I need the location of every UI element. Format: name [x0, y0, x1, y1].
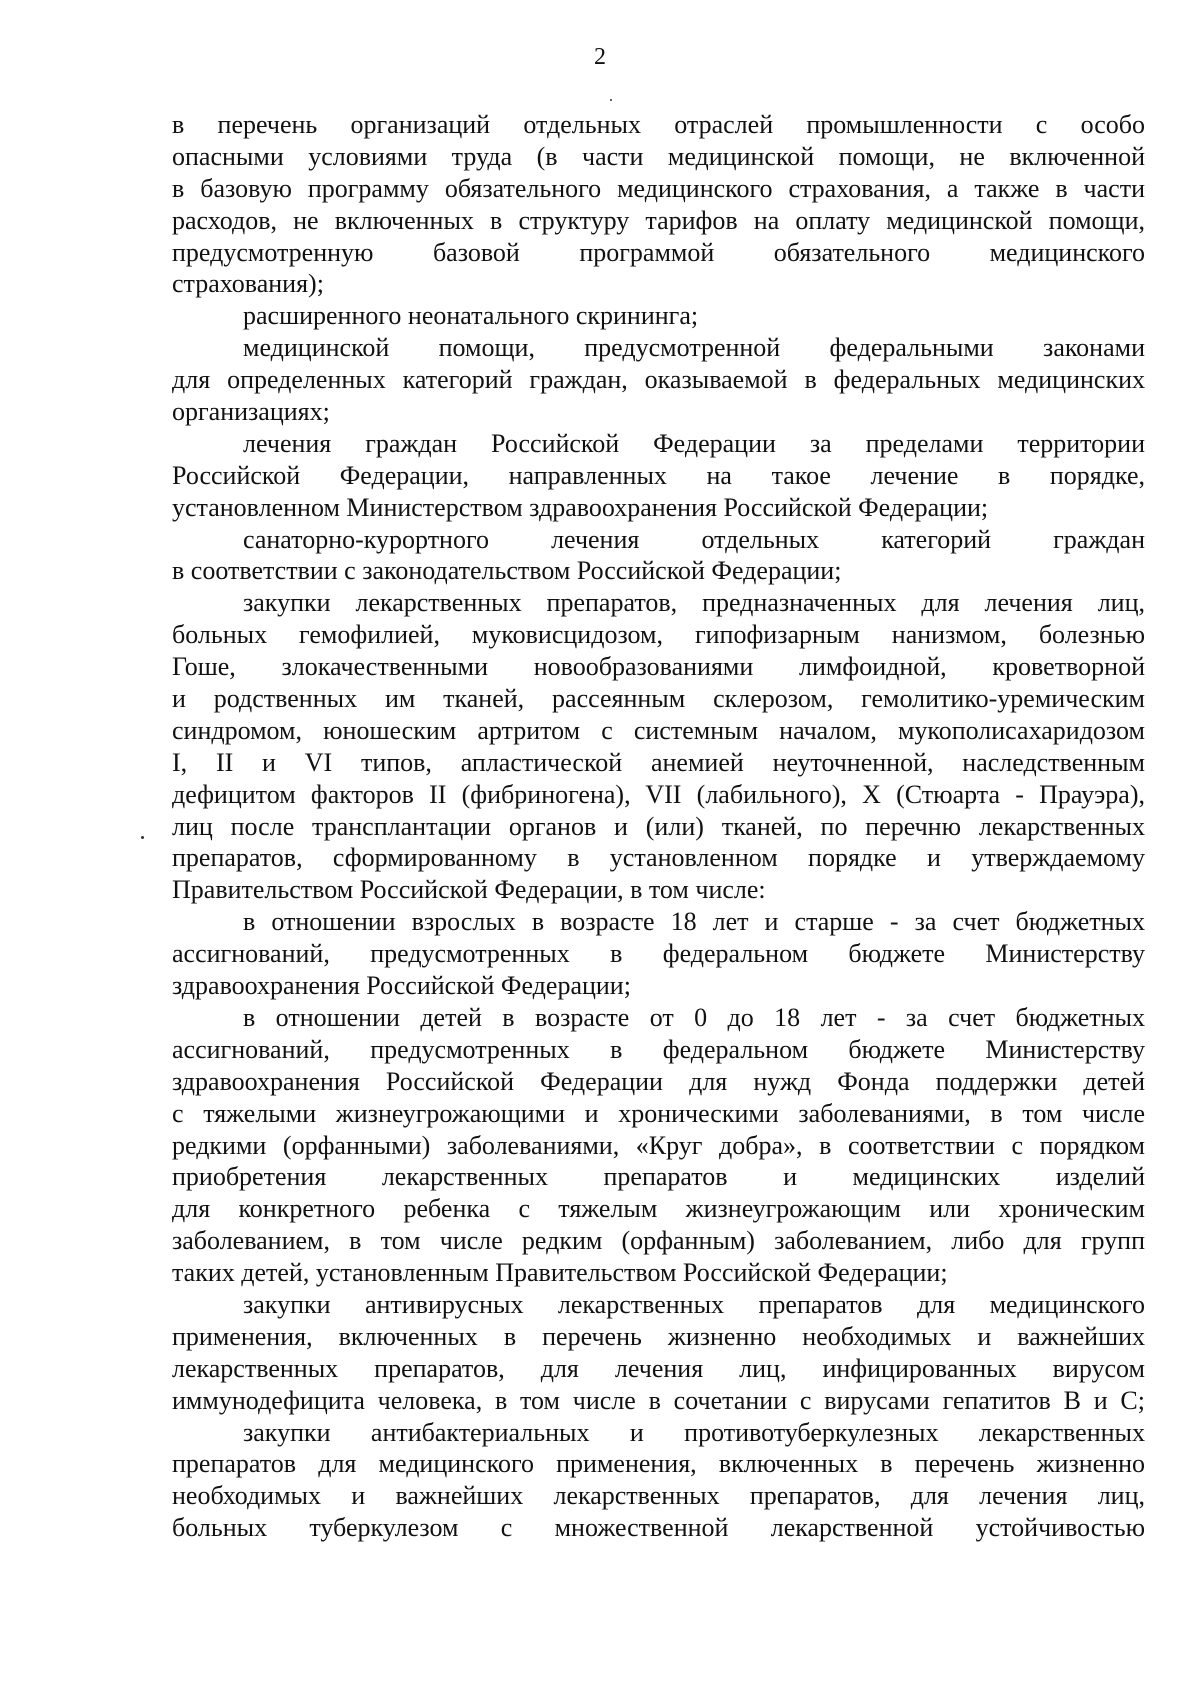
paragraph-start: закупки антибактериальных и противотуберкулезных лекарственных — [243, 1417, 1145, 1447]
text-line: для конкретного ребенка с тяжелым жизнеугрожающим или хроническим — [172, 1194, 1145, 1224]
text-line: Правительством Российской Федерации, в том числе: — [172, 875, 766, 905]
text-line: предусмотренную базовой программой обязательного медицинского — [172, 237, 1145, 267]
text-line: больных гемофилией, муковисцидозом, гипофизарным нанизмом, болезнью — [172, 620, 1145, 650]
paragraph-start: медицинской помощи, предусмотренной федеральными законами — [243, 333, 1145, 363]
body-text — [172, 109, 1145, 1544]
text-line: заболеванием, в том числе редким (орфанным) заболеванием, либо для групп — [172, 1226, 1145, 1256]
text-line: таких детей, установленным Правительством Российской Федерации; — [172, 1258, 948, 1288]
text-line: больных туберкулезом с множественной лекарственной устойчивостью — [172, 1513, 1145, 1543]
text-line: в перечень организаций отдельных отраслей промышленности с особо — [172, 110, 1145, 139]
text-line: редкими (орфанными) заболеваниями, «Круг добра», в соответствии с порядком — [172, 1130, 1145, 1160]
paragraph-start: лечения граждан Российской Федерации за пределами территории — [243, 428, 1145, 458]
text-line: синдромом, юношеским артритом с системным началом, мукополисахаридозом — [172, 715, 1145, 745]
text-line: иммунодефицита человека, в том числе в сочетании с вирусами гепатитов B и C; — [172, 1385, 1145, 1415]
text-line: здравоохранения Российской Федерации; — [172, 971, 631, 1001]
text-line: и родственных им тканей, рассеянным склерозом, гемолитико-уремическим — [172, 684, 1145, 714]
text-line: дефицитом факторов II (фибриногена), VII (лабильного), X (Стюарта - Прауэра), — [172, 779, 1145, 809]
text-line: Гоше, злокачественными новообразованиями лимфоидной, кроветворной — [172, 652, 1145, 682]
text-line: I, II и VI типов, апластической анемией неуточненной, наследственным — [172, 747, 1145, 777]
text-line: опасными условиями труда (в части медицинской помощи, не включенной — [172, 141, 1145, 171]
page-number: 2 — [594, 44, 606, 70]
text-line: ассигнований, предусмотренных в федеральном бюджете Министерству — [172, 1034, 1145, 1064]
text-line: расходов, не включенных в структуру тарифов на оплату медицинской помощи, — [172, 205, 1145, 235]
paragraph-start: закупки лекарственных препаратов, предназначенных для лечения лиц, — [243, 588, 1145, 618]
text-line: организациях; — [172, 397, 330, 427]
paragraph-start: закупки антивирусных лекарственных препаратов для медицинского — [243, 1289, 1145, 1319]
text-line: применения, включенных в перечень жизненно необходимых и важнейших — [172, 1321, 1145, 1351]
scan-speck — [141, 836, 144, 839]
text-line: необходимых и важнейших лекарственных препаратов, для лечения лиц, — [172, 1481, 1145, 1511]
text-line: лекарственных препаратов, для лечения лиц, инфицированных вирусом — [172, 1353, 1145, 1383]
text-line: Российской Федерации, направленных на такое лечение в порядке, — [172, 460, 1145, 490]
text-line: препаратов, сформированному в установленном порядке и утверждаемому — [172, 843, 1145, 873]
paragraph-start: санаторно-курортного лечения отдельных категорий граждан — [243, 524, 1145, 554]
paragraph-start: расширенного неонатального скрининга; — [243, 301, 699, 331]
text-line: препаратов для медицинского применения, включенных в перечень жизненно — [172, 1449, 1145, 1479]
text-line: установленном Министерством здравоохранения Российской Федерации; — [172, 492, 989, 522]
paragraph-start: в отношении взрослых в возрасте 18 лет и старше - за счет бюджетных — [243, 907, 1145, 937]
text-line: с тяжелыми жизнеугрожающими и хроническими заболеваниями, в том числе — [172, 1098, 1145, 1128]
scan-speck — [610, 99, 612, 101]
text-line: страхования); — [172, 269, 324, 299]
text-line: лиц после трансплантации органов и (или) тканей, по перечню лекарственных — [172, 811, 1145, 841]
text-line: для определенных категорий граждан, оказываемой в федеральных медицинских — [172, 365, 1145, 395]
text-line: приобретения лекарственных препаратов и медицинских изделий — [172, 1162, 1145, 1192]
text-line: ассигнований, предусмотренных в федеральном бюджете Министерству — [172, 939, 1145, 969]
text-line: в соответствии с законодательством Российской Федерации; — [172, 556, 842, 586]
text-line: здравоохранения Российской Федерации для нужд Фонда поддержки детей — [172, 1066, 1145, 1096]
paragraph-start: в отношении детей в возрасте от 0 до 18 лет - за счет бюджетных — [243, 1002, 1145, 1032]
text-line: в базовую программу обязательного медицинского страхования, а также в части — [172, 173, 1145, 203]
